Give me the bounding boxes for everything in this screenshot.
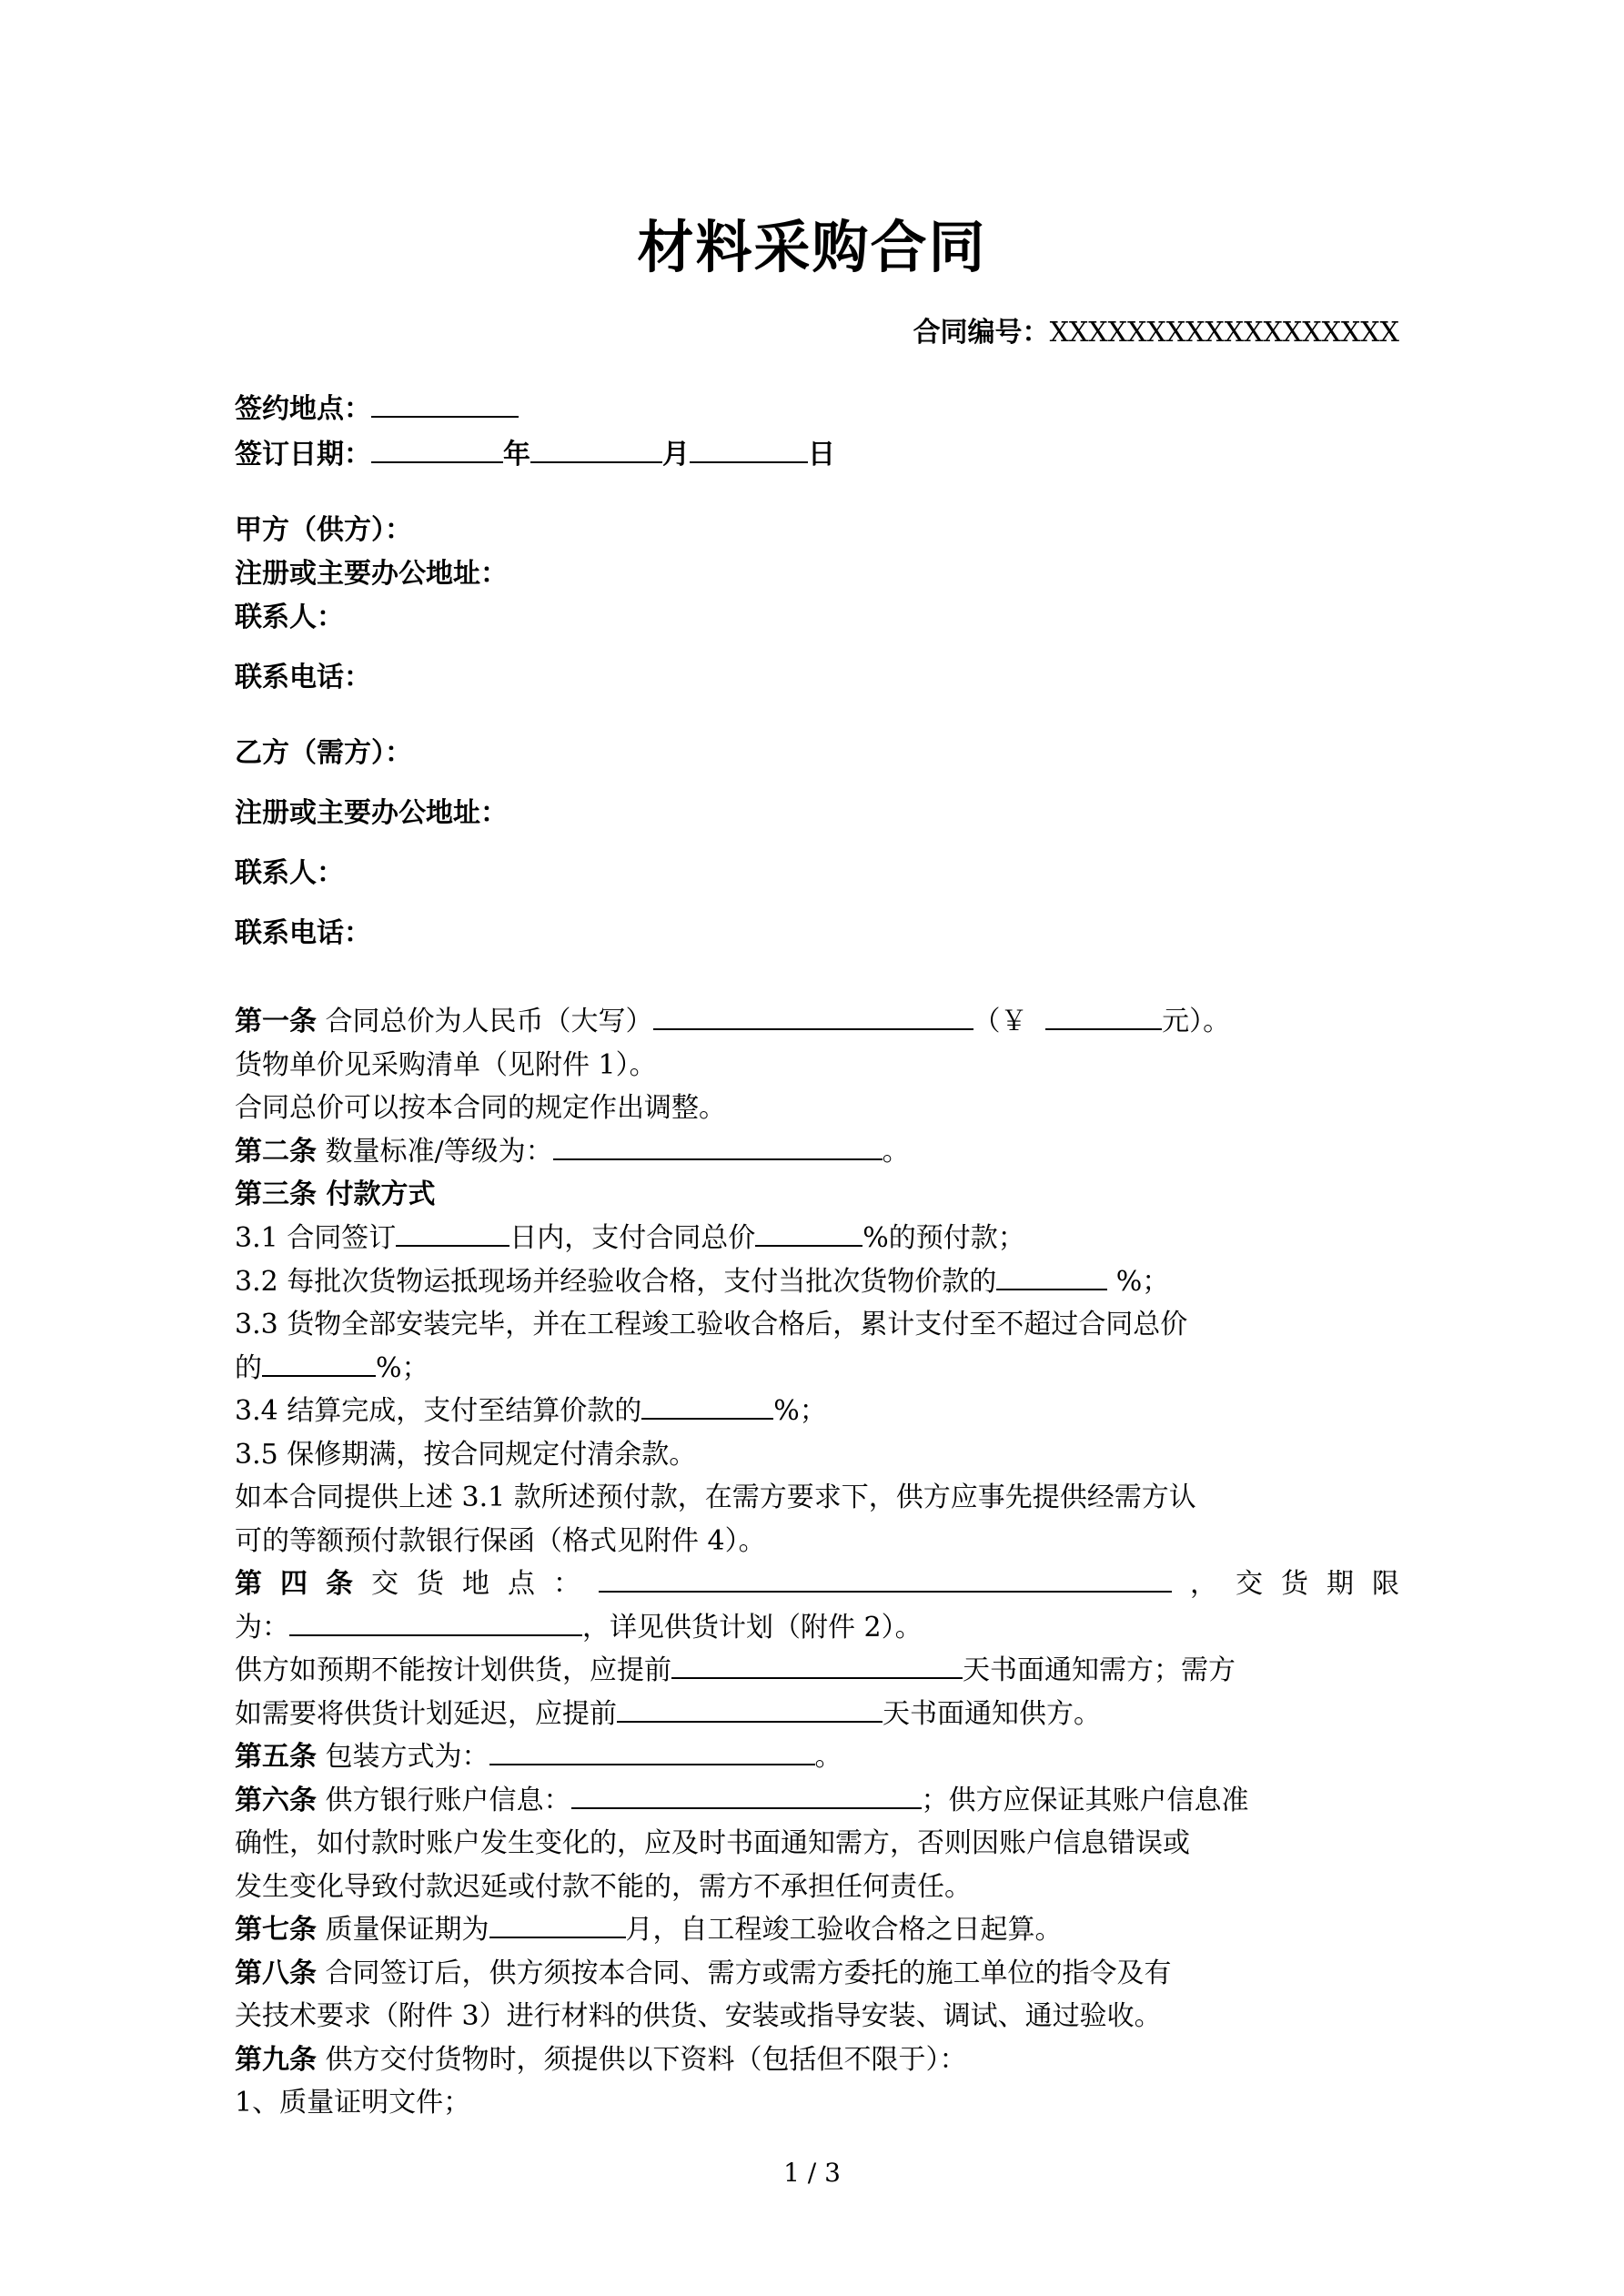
article-4-line-2: 为： ，详见供货计划（附件 2）。 — [235, 1607, 923, 1649]
article-8-line-2: 关技术要求（附件 3）进行材料的供货、安装或指导安装、调试、通过验收。 — [235, 2000, 1162, 2032]
clause-3-1: 3.1 合同签订 日内，支付合同总价 %的预付款； — [235, 1218, 1025, 1259]
party-b-address: 注册或主要办公地址： — [235, 797, 508, 829]
quantity-standard-blank[interactable] — [553, 1131, 883, 1160]
article-9-label: 第九条 — [235, 2044, 317, 2076]
document-title: 材料采购合同 — [637, 214, 987, 280]
article-2: 第二条 数量标准/等级为： 。 — [235, 1131, 910, 1173]
sign-date-label: 签订日期： — [235, 439, 371, 470]
article-1-line-1: 第一条 合同总价为人民币（大写） （￥ 元）。 — [235, 1001, 1230, 1043]
article-7-label: 第七条 — [235, 1914, 317, 1946]
clause-3-3-cont: 的 %； — [235, 1348, 429, 1390]
day-label: 日 — [808, 439, 835, 470]
article-6-line-1: 第六条 供方银行账户信息： ；供方应保证其账户信息准 — [235, 1780, 1249, 1822]
bank-account-blank[interactable] — [571, 1780, 922, 1809]
article-6-label: 第六条 — [235, 1785, 317, 1816]
clause-3-3: 3.3 货物全部安装完毕，并在工程竣工验收合格后，累计支付至不超过合同总价 — [235, 1309, 1188, 1340]
article-7: 第七条 质量保证期为 月，自工程竣工验收合格之日起算。 — [235, 1909, 1063, 1951]
total-price-uppercase-blank[interactable] — [653, 1001, 973, 1030]
sign-place — [235, 389, 519, 430]
party-b-title: 乙方（需方）： — [235, 737, 412, 769]
delivery-location-blank[interactable] — [599, 1563, 1172, 1593]
article-1-line-3: 合同总价可以按本合同的规定作出调整。 — [235, 1092, 726, 1124]
sign-day-blank[interactable] — [690, 434, 808, 463]
contract-number — [913, 313, 1399, 353]
article-5-label: 第五条 — [235, 1741, 317, 1773]
article-8-line-1: 第八条 合同签订后，供方须按本合同、需方或需方委托的施工单位的指令及有 — [235, 1957, 1172, 1989]
party-a-contact: 联系人： — [235, 602, 344, 633]
advance-percent-blank[interactable] — [755, 1218, 862, 1247]
total-price-number-blank[interactable] — [1045, 1001, 1162, 1030]
batch-percent-blank[interactable] — [996, 1261, 1107, 1290]
article-1-label: 第一条 — [235, 1006, 317, 1037]
article-4-line-1: 第 四 条 交 货 地 点 ： ， 交 货 期 限 — [235, 1563, 1399, 1605]
article-3-title: 第三条 付款方式 — [235, 1178, 436, 1210]
article-9-line-2: 1、质量证明文件； — [235, 2087, 471, 2119]
sign-place-label: 签约地点： — [235, 393, 371, 425]
sign-place-blank[interactable] — [371, 389, 519, 418]
clause-3-5: 3.5 保修期满，按合同规定付清余款。 — [235, 1439, 697, 1471]
clause-3-4: 3.4 结算完成，支付至结算价款的 %； — [235, 1391, 827, 1432]
article-4-line-4: 如需要将供货计划延迟，应提前 天书面通知供方。 — [235, 1694, 1101, 1735]
article-5: 第五条 包装方式为： 。 — [235, 1736, 842, 1778]
article-4-line-3: 供方如预期不能按计划供货，应提前 天书面通知需方；需方 — [235, 1650, 1236, 1692]
article-6-line-2: 确性，如付款时账户发生变化的，应及时书面通知需方，否则因账户信息错误或 — [235, 1827, 1190, 1859]
month-label: 月 — [662, 439, 690, 470]
article-9-line-1: 第九条 供方交付货物时，须提供以下资料（包括但不限于）： — [235, 2044, 967, 2076]
contract-number-value: XXXXXXXXXXXXXXXXXX — [1049, 317, 1399, 349]
article-3-para-2: 可的等额预付款银行保函（格式见附件 4）。 — [235, 1525, 766, 1557]
sign-month-blank[interactable] — [530, 434, 662, 463]
party-b-phone: 联系电话： — [235, 917, 371, 949]
clause-3-2: 3.2 每批次货物运抵现场并经验收合格，支付当批次货物价款的 %； — [235, 1261, 1169, 1303]
advance-days-blank[interactable] — [396, 1218, 509, 1247]
article-3-para-1: 如本合同提供上述 3.1 款所述预付款，在需方要求下，供方应事先提供经需方认 — [235, 1482, 1196, 1513]
party-a-phone: 联系电话： — [235, 662, 371, 693]
article-2-label: 第二条 — [235, 1136, 317, 1168]
sign-year-blank[interactable] — [371, 434, 503, 463]
buyer-notice-days-blank[interactable] — [617, 1694, 883, 1723]
party-a-title: 甲方（供方）： — [235, 514, 412, 546]
page-number: 1 / 3 — [783, 2158, 841, 2188]
delivery-period-blank[interactable] — [289, 1607, 582, 1636]
article-6-line-3: 发生变化导致付款迟延或付款不能的，需方不承担任何责任。 — [235, 1871, 972, 1903]
party-b-contact: 联系人： — [235, 857, 344, 889]
settlement-percent-blank[interactable] — [641, 1391, 773, 1420]
cumulative-percent-blank[interactable] — [262, 1348, 376, 1377]
party-a-address: 注册或主要办公地址： — [235, 558, 508, 590]
article-1-line-2: 货物单价见采购清单（见附件 1）。 — [235, 1049, 657, 1081]
year-label: 年 — [503, 439, 530, 470]
sign-date — [235, 434, 835, 476]
supplier-notice-days-blank[interactable] — [671, 1650, 963, 1679]
warranty-months-blank[interactable] — [489, 1909, 626, 1938]
contract-number-label: 合同编号： — [913, 317, 1050, 349]
article-8-label: 第八条 — [235, 1957, 317, 1989]
packaging-method-blank[interactable] — [489, 1736, 815, 1765]
